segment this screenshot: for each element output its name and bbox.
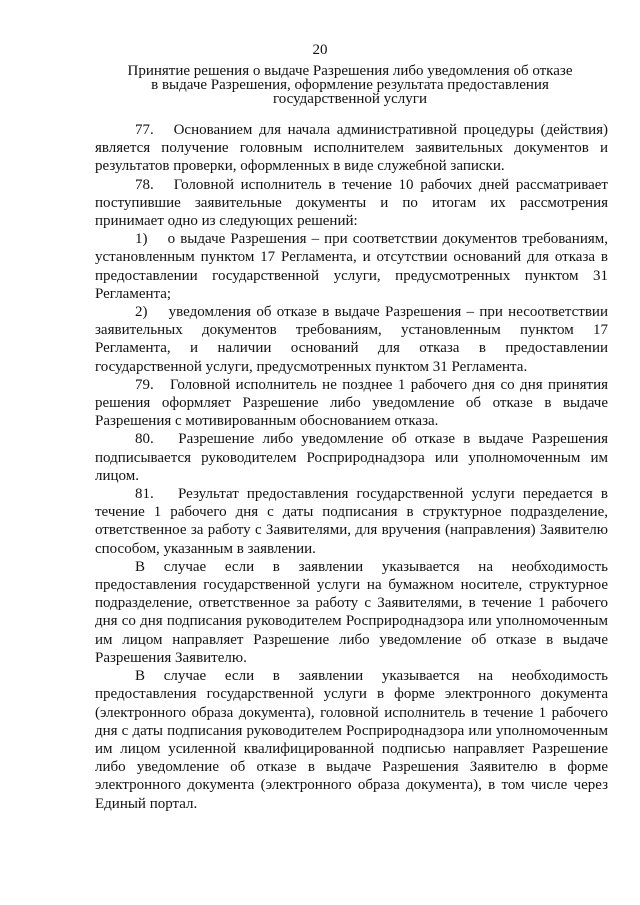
paragraph-81-electronic: В случае если в заявлении указывается на необходимость предоставления государственной услуги в форме электронного документа (электронного образа документа), головной исполнитель в течение 1 рабочего дня с даты подписания руководителем Росприроднадзора или уполномоченным им лицом усиленной квалифицированной подписью направляет Разрешение либо уведомление об отказе в выдаче Разрешения Заявителю в форме электронного документа (электронного образа документа), в том числе через Единый портал. xyxy=(95,668,608,812)
paragraph-81: 81. Результат предоставления государственной услуги передается в течение 1 рабочего дня с даты подписания в структурное подразделение, ответственное за работу с Заявителями, для вручения (направления) Заявителю способом, указанным в заявлении. xyxy=(95,486,608,557)
paragraph-77: 77. Основанием для начала административной процедуры (действия) является получение головным исполнителем заявительных документов и результатов проверки, оформленных в виде служебной записки. xyxy=(95,122,608,175)
paragraph-78-item-1: 1) о выдаче Разрешения – при соответствии документов требованиям, установленным пунктом 17 Регламента, и отсутствии оснований для отказа в предоставлении государственной услуги, предусмотренных пунктом 31 Регламента; xyxy=(95,231,608,302)
page-number: 20 xyxy=(312,42,328,58)
heading-line-3: государственной услуги xyxy=(273,91,427,107)
paragraph-78-item-2: 2) уведомления об отказе в выдаче Разрешения – при несоответствии заявительных документов требованиям, установленным пунктом 17 Регламента, и наличии оснований для отказа в предоставлении государственной услуги, предусмотренных пунктом 31 Регламента. xyxy=(95,304,608,375)
heading-line-2: в выдаче Разрешения, оформление результата предоставления xyxy=(151,77,549,93)
paragraph-78: 78. Головной исполнитель в течение 10 рабочих дней рассматривает поступившие заявительные документы и по итогам их рассмотрения принимает одно из следующих решений: xyxy=(95,176,608,230)
heading-line-1: Принятие решения о выдаче Разрешения либо уведомления об отказе xyxy=(127,63,573,79)
paragraph-81-paper: В случае если в заявлении указывается на необходимость предоставления государственной услуги на бумажном носителе, структурное подразделение, ответственное за работу с Заявителями, в течение 1 рабочего дня со дня подписания руководителем Росприроднадзора или уполномоченным им лицом направляет Разрешение либо уведомление об отказе в выдаче Разрешения Заявителю. xyxy=(95,558,608,666)
section-heading xyxy=(110,64,590,106)
paragraph-80: 80. Разрешение либо уведомление об отказе в выдаче Разрешения подписывается руководителем Росприроднадзора или уполномоченным им лицом. xyxy=(95,431,608,484)
document-body xyxy=(95,121,608,813)
paragraph-79: 79. Головной исполнитель не позднее 1 рабочего дня со дня принятия решения оформляет Разрешение либо уведомление об отказе в выдаче Разрешения с мотивированным обоснованием отказа. xyxy=(95,376,608,430)
